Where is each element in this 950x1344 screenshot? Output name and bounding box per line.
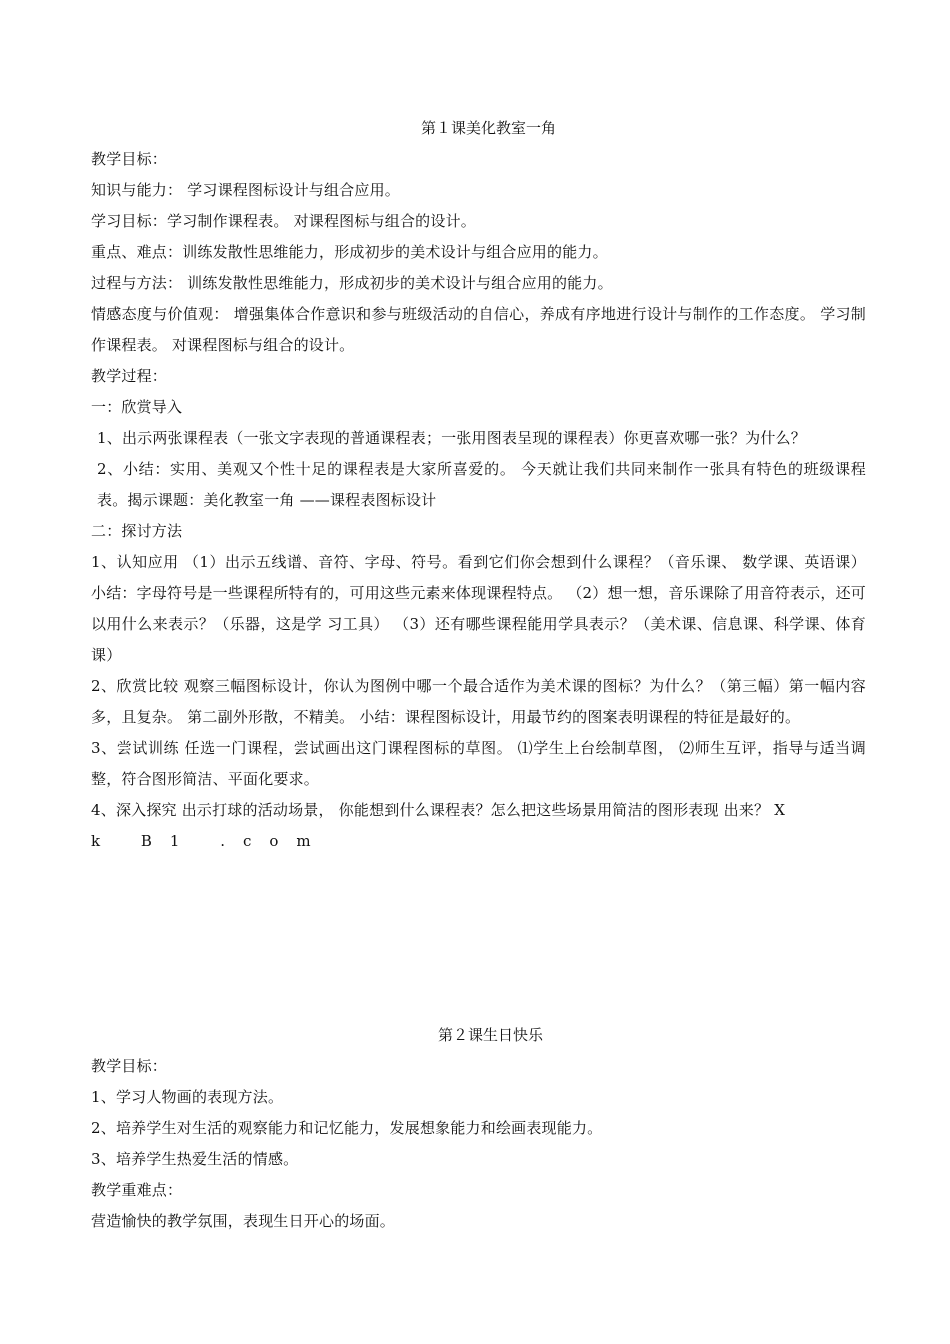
lesson-1-line: 2、小结：实用、美观又个性十足的课程表是大家所喜爱的。 今天就让我们共同来制作一张具有特色的班级课程表。揭示课题：美化教室一角 ——课程表图标设计 [97, 460, 866, 509]
lesson-1-line: 学习目标：学习制作课程表。 对课程图标与组合的设计。 [91, 212, 476, 230]
lesson-2-title: 第２课生日快乐 [437, 1026, 543, 1044]
lesson-2-line: 教学重难点： [91, 1181, 183, 1199]
lesson-2-line: 教学目标： [91, 1057, 168, 1075]
lesson-1-line: 4、深入探究 出示打球的活动场景， 你能想到什么课程表？怎么把这些场景用简洁的图形表现 出来？ X [91, 801, 786, 819]
lesson-1-section [91, 114, 866, 857]
lesson-2-line: 1、学习人物画的表现方法。 [91, 1088, 284, 1106]
lesson-1-title: 第１课美化教室一角 [420, 119, 556, 137]
lesson-1-line: 2、欣赏比较 观察三幅图标设计，你认为图例中哪一个最合适作为美术课的图标？为什么？（第三幅）第一幅内容多，且复杂。 第二副外形散，不精美。 小结：课程图标设计，用最节约的图案表明课程的特征是最好的。 [91, 677, 866, 726]
lesson-1-line: 1、认知应用 （1）出示五线谱、音符、字母、符号。看到它们你会想到什么课程？（音乐课、 数学课、英语课） 小结：字母符号是一些课程所特有的，可用这些元素来体现课程特点。 （2）想一想，音乐课除了用音符表示，还可以用什么来表示？（乐器，这是学 习工具） （3）还有哪些课程能用学具表示？（美术课、信息课、科学课、体育课） [91, 553, 866, 664]
lesson-1-line: 重点、难点：训练发散性思维能力，形成初步的美术设计与组合应用的能力。 [91, 243, 608, 261]
lesson-2-line: 2、培养学生对生活的观察能力和记忆能力，发展想象能力和绘画表现能力。 [91, 1119, 603, 1137]
lesson-2-line: 3、培养学生热爱生活的情感。 [91, 1150, 299, 1168]
lesson-1-line: 一：欣赏导入 [91, 398, 183, 416]
lesson-1-line: 3、尝试训练 任选一门课程，尝试画出这门课程图标的草图。 ⑴学生上台绘制草图， ⑵师生互评，指导与适当调整，符合图形简洁、平面化要求。 [91, 739, 866, 788]
lesson-1-line: 知识与能力： 学习课程图标设计与组合应用。 [91, 181, 400, 199]
lesson-1-line: 过程与方法： 训练发散性思维能力，形成初步的美术设计与组合应用的能力。 [91, 274, 613, 292]
lesson-2-line: 营造愉快的教学氛围，表现生日开心的场面。 [91, 1212, 396, 1230]
lesson-1-line: 情感态度与价值观： 增强集体合作意识和参与班级活动的自信心，养成有序地进行设计与制作的工作态度。 学习制作课程表。 对课程图标与组合的设计。 [91, 305, 866, 354]
lesson-1-line: 1、出示两张课程表（一张文字表现的普通课程表；一张用图表呈现的课程表）你更喜欢哪一张？为什么？ [97, 429, 806, 447]
lesson-1-line: 教学目标： [91, 150, 168, 168]
lesson-2-section [91, 1021, 866, 1237]
lesson-1-line: 教学过程： [91, 367, 168, 385]
lesson-1-line: 二：探讨方法 [91, 522, 183, 540]
lesson-1-trailing-text: k B1 .com [91, 832, 329, 850]
